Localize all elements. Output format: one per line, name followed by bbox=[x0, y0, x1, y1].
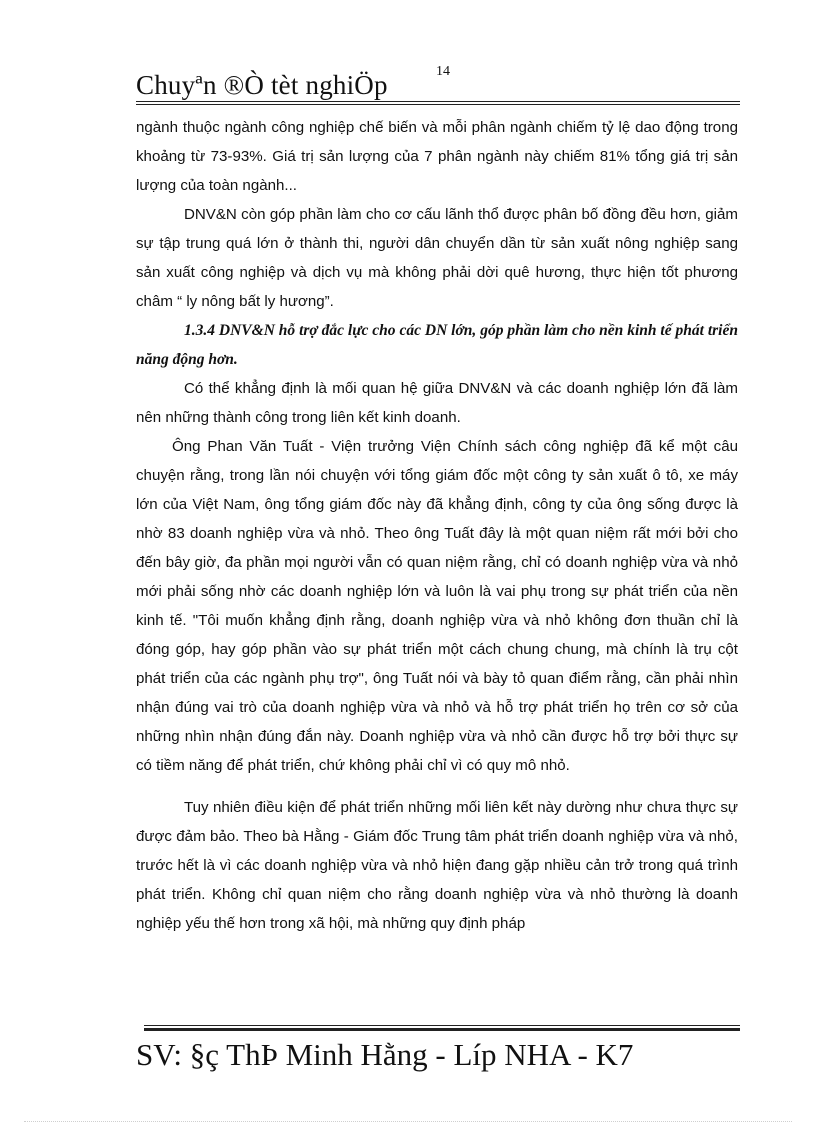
paragraph-relationship: Có thể khẳng định là mối quan hệ giữa DNV&N và các doanh nghiệp lớn đã làm nên những thành công trong liên kết kinh doanh. bbox=[136, 380, 738, 426]
header-rule-bottom bbox=[136, 104, 740, 105]
page-edge-dotted-line bbox=[24, 1121, 792, 1122]
document-footer: SV: §ç ThÞ Minh Hằng - Líp NHA - K7 bbox=[136, 1037, 634, 1072]
paragraph-phan-van-tuat: Ông Phan Văn Tuất - Viện trưởng Viện Chính sách công nghiệp đã kể một câu chuyện rằng, trong lần nói chuyện với tổng giám đốc một công ty sản xuất ô tô, xe máy lớn của Việt Nam, ông tổng giám đốc này đã khẳng định, công ty của ông sống được là nhờ 83 doanh nghiệp vừa và nhỏ. Theo ông Tuất đây là một quan niệm rất mới bởi cho đến bây giờ, đa phần mọi người vẫn có quan niệm rằng, chỉ có doanh nghiệp vừa và nhỏ mới phải sống nhờ các doanh nghiệp lớn và luôn là vai phụ trong sự phát triển của nền kinh tế. "Tôi muốn khẳng định rằng, doanh nghiệp vừa và nhỏ không đơn thuần chỉ là đóng góp, hay góp phần vào sự phát triển một cách chung chung, mà chính là trụ cột phát triển của các ngành phụ trợ", ông Tuất nói và bày tỏ quan điểm rằng, cần phải nhìn nhận đúng vai trò của doanh nghiệp vừa và nhỏ và hỗ trợ phát triển họ trên cơ sở của những nhìn nhận đúng đắn này. Doanh nghiệp vừa và nhỏ cần được hỗ trợ bởi thực sự có tiềm năng để phát triển, chứ không phải chỉ vì có quy mô nhỏ. bbox=[136, 438, 738, 774]
document-body bbox=[136, 113, 738, 938]
footer-rule-thick bbox=[144, 1028, 740, 1031]
paragraph-territorial-structure: DNV&N còn góp phần làm cho cơ cấu lãnh thổ được phân bố đồng đều hơn, giảm sự tập trung quá lớn ở thành thi, người dân chuyển dần từ sản xuất nông nghiệp sang sản xuất công nghiệp và dịch vụ mà không phải dời quê hương, thực hiện tốt phương châm “ ly nông bất ly hương”. bbox=[136, 206, 738, 310]
footer-rule-thin bbox=[144, 1025, 740, 1026]
document-header-title: Chuyªn ®Ò tèt nghiÖp bbox=[136, 70, 388, 100]
page-number: 14 bbox=[436, 64, 450, 79]
section-heading-1-3-4: 1.3.4 DNV&N hỗ trợ đắc lực cho các DN lớn, góp phần làm cho nền kinh tế phát triển năng động hơn. bbox=[136, 322, 738, 368]
header-rule-top bbox=[136, 101, 740, 102]
paragraph-conditions: Tuy nhiên điều kiện để phát triển những mối liên kết này dường như chưa thực sự được đảm bảo. Theo bà Hằng - Giám đốc Trung tâm phát triển doanh nghiệp vừa và nhỏ, trước hết là vì các doanh nghiệp vừa và nhỏ hiện đang gặp nhiều cản trở trong quá trình phát triển. Không chỉ quan niệm cho rằng doanh nghiệp vừa và nhỏ thường là doanh nghiệp yếu thế hơn trong xã hội, mà những quy định pháp bbox=[136, 799, 738, 932]
paragraph-continuation: ngành thuộc ngành công nghiệp chế biến và mỗi phân ngành chiếm tỷ lệ dao động trong khoảng từ 73-93%. Giá trị sản lượng của 7 phân ngành này chiếm 81% tổng giá trị sản lượng của toàn ngành... bbox=[136, 119, 738, 194]
